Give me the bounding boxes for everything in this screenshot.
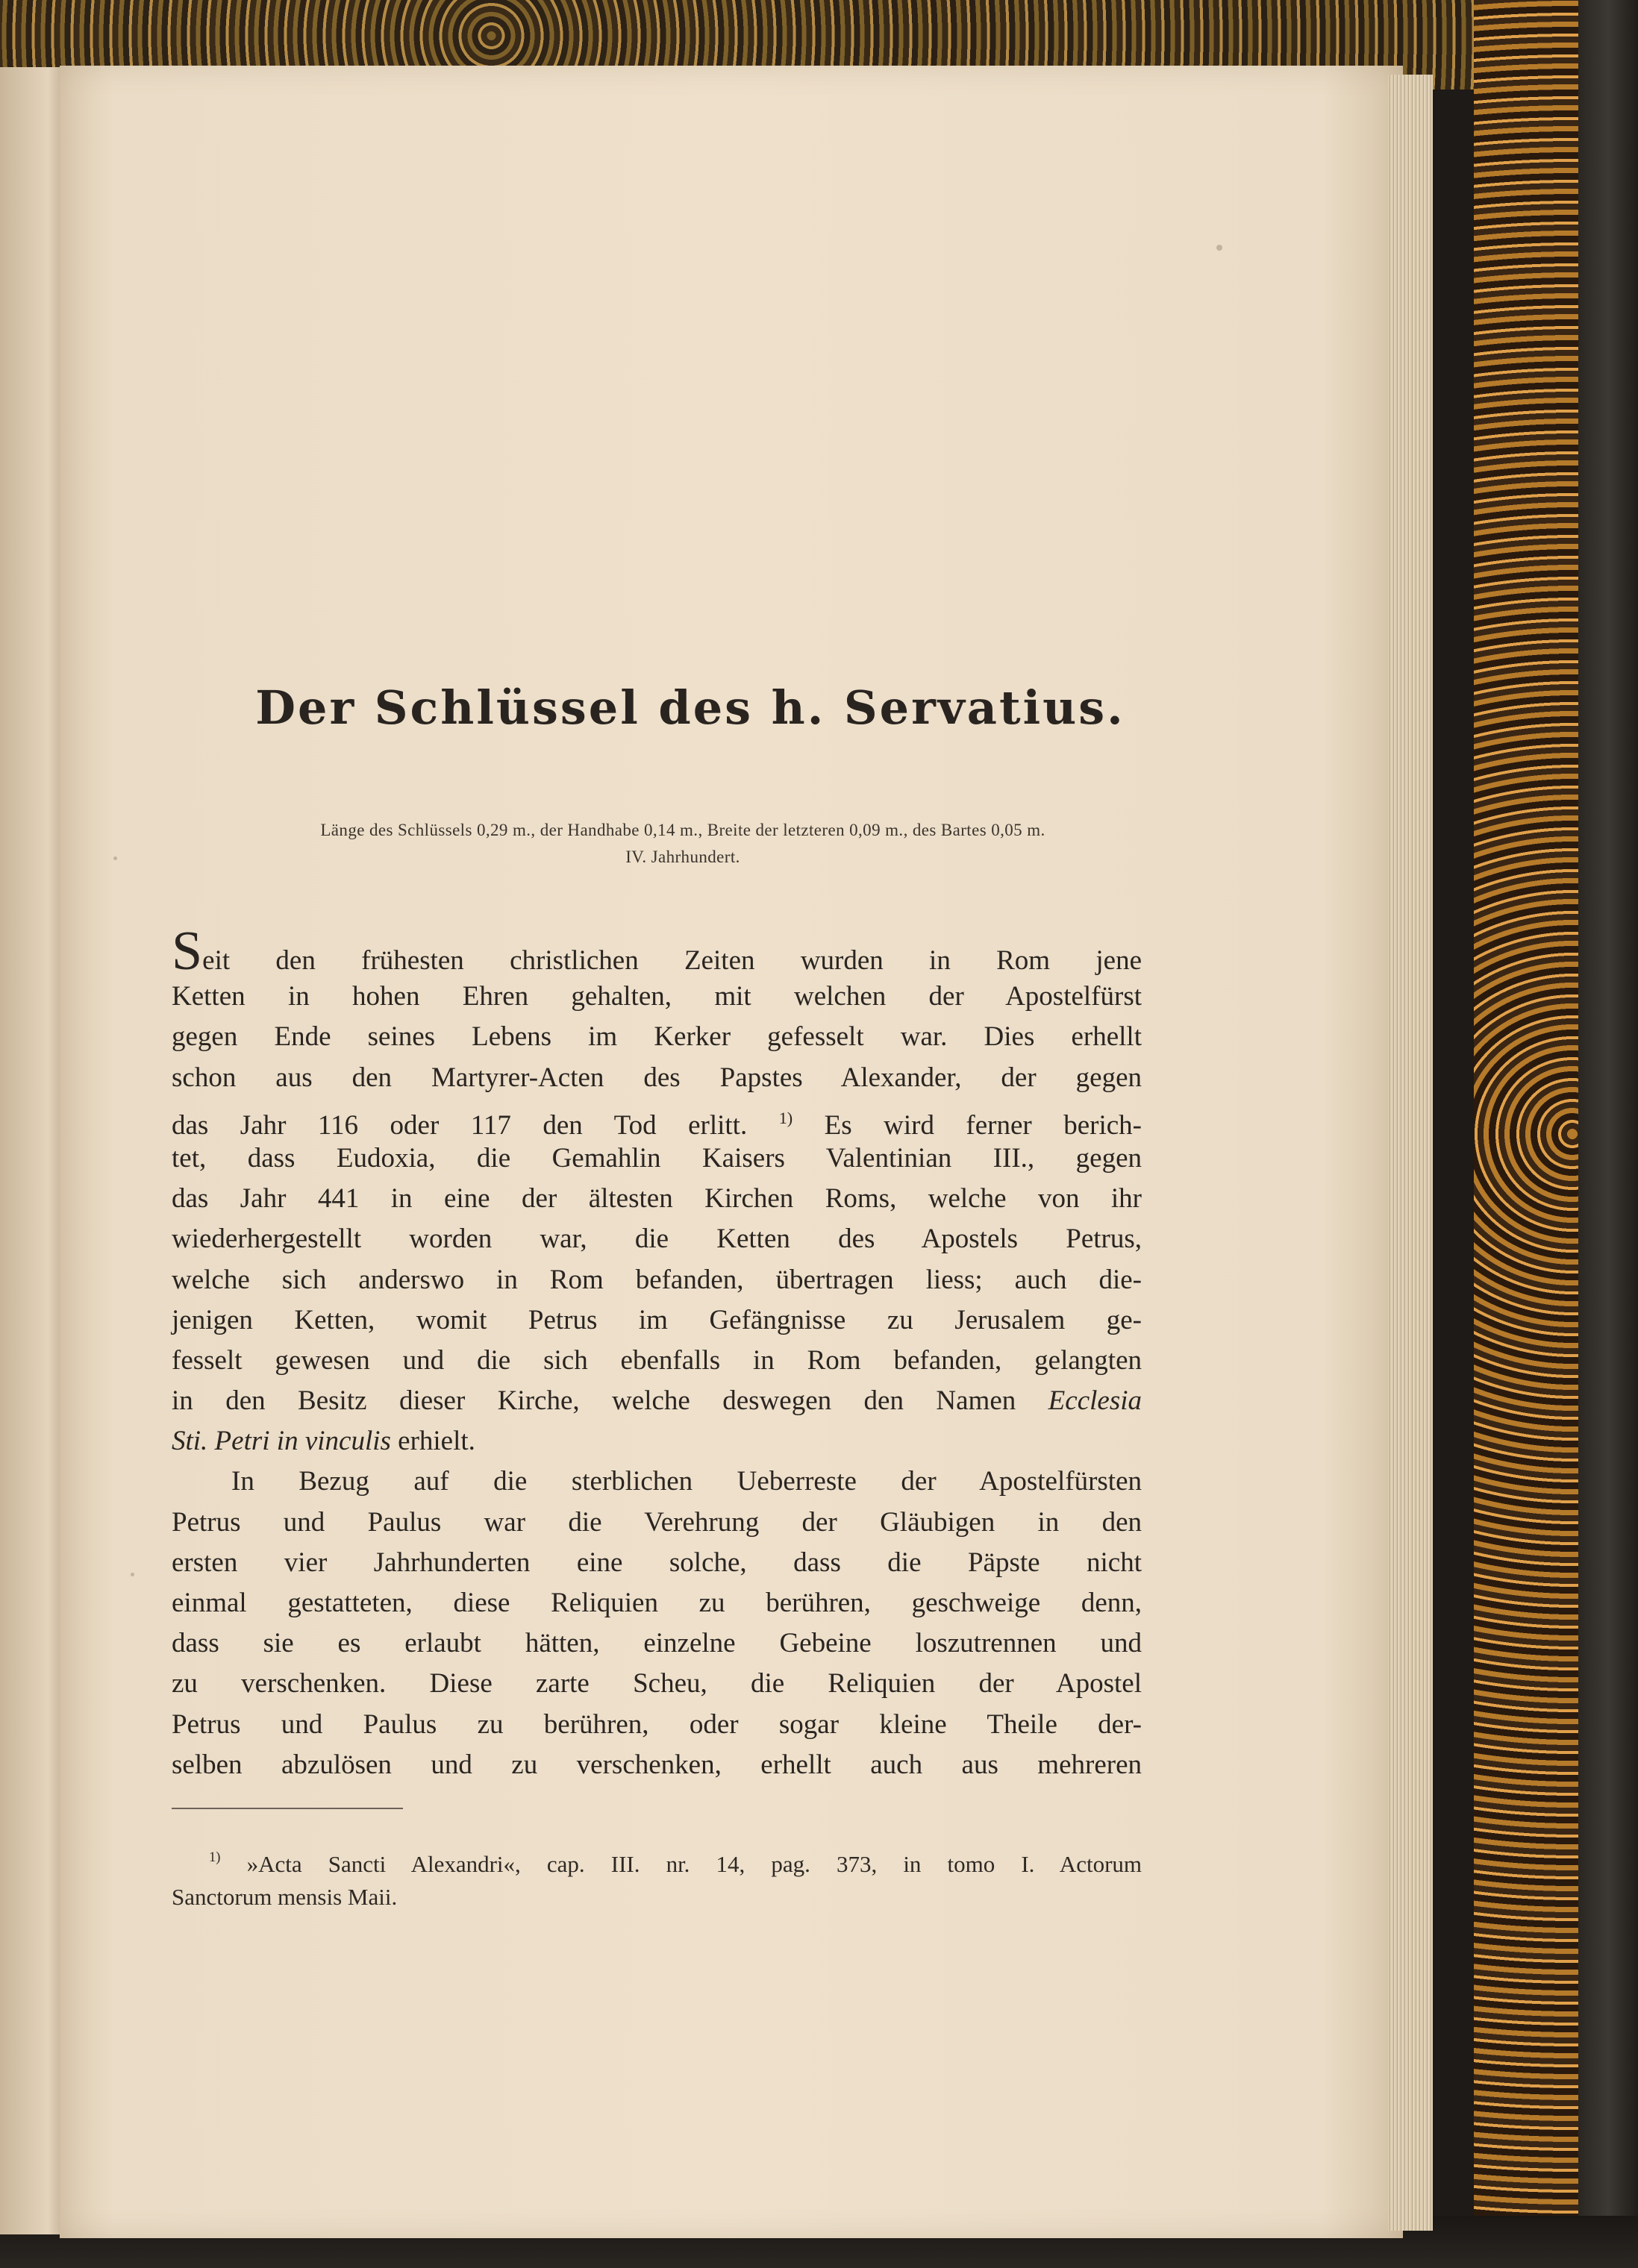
body-line — [172, 921, 1142, 982]
body-line: In Bezug auf die sterblichen Ueberreste der Apostelfürsten — [231, 1466, 1142, 1497]
body-line-text: erhielt. — [398, 1426, 475, 1457]
page-stack — [1388, 75, 1433, 2231]
body-line: das Jahr 441 in eine der ältesten Kirchen Roms, welche von ihr — [172, 1183, 1142, 1215]
body-line: selben abzulösen und zu verschenken, erhellt auch aus mehreren — [172, 1749, 1142, 1780]
paper-spot — [131, 1573, 134, 1576]
footnote-line: Sanctorum mensis Maii. — [172, 1884, 398, 1910]
latin-term: Ecclesia — [1048, 1385, 1142, 1417]
body-line: Petrus und Paulus zu berühren, oder sogar kleine Theile der- — [172, 1708, 1142, 1740]
body-line — [172, 1098, 1142, 1141]
body-line: einmal gestatteten, diese Reliquien zu berühren, geschweige denn, — [172, 1588, 1142, 1618]
body-line-text: Es wird ferner berich- — [824, 1109, 1142, 1141]
latin-term: Sti. Petri in vinculis — [172, 1426, 391, 1457]
footnote-divider — [172, 1808, 403, 1809]
body-line: schon aus den Martyrer-Acten des Papstes Alexander, der gegen — [172, 1062, 1142, 1093]
caption-line: IV. Jahrhundert. — [625, 848, 740, 866]
paper-spot — [1216, 245, 1222, 251]
body-line — [172, 1381, 1142, 1421]
paper-spot — [113, 856, 117, 860]
footnote-text: »Acta Sancti Alexandri«, cap. III. nr. 14, pag. 373, in tomo I. Actorum — [246, 1851, 1142, 1877]
body-line: dass sie es erlaubt hätten, einzelne Gebeine loszutrennen und — [172, 1628, 1142, 1659]
body-line — [172, 1421, 1142, 1462]
footnote-mark: 1) — [209, 1849, 221, 1865]
footnote-line — [172, 1841, 1142, 1881]
body-text — [172, 921, 1142, 1785]
drop-cap: S — [172, 921, 203, 982]
body-line: tet, dass Eudoxia, die Gemahlin Kaisers Valentinian III., gegen — [172, 1142, 1142, 1174]
body-line-text: eit den frühesten christlichen Zeiten wurden in Rom jene — [202, 945, 1142, 976]
footnote-ref: 1) — [778, 1108, 793, 1127]
body-line: ersten vier Jahrhunderten eine solche, dass die Päpste nicht — [172, 1547, 1142, 1578]
footnotes — [172, 1841, 1142, 1914]
body-line: jenigen Ketten, womit Petrus im Gefängnisse zu Jerusalem ge- — [172, 1304, 1142, 1335]
body-line: fesselt gewesen und die sich ebenfalls in Rom befanden, gelangten — [172, 1344, 1142, 1376]
figure-caption — [172, 817, 1194, 871]
body-line: Ketten in hohen Ehren gehalten, mit welchen der Apostelfürst — [172, 981, 1142, 1012]
body-line: wiederhergestellt worden war, die Ketten des Apostels Petrus, — [172, 1224, 1142, 1255]
body-line: gegen Ende seines Lebens im Kerker gefesselt war. Dies erhellt — [172, 1021, 1142, 1053]
body-line: Petrus und Paulus war die Verehrung der Gläubigen in den — [172, 1506, 1142, 1538]
body-line: zu verschenken. Diese zarte Scheu, die Reliquien der Apostel — [172, 1668, 1142, 1700]
body-line-text: das Jahr 116 oder 117 den Tod erlitt. — [172, 1109, 748, 1141]
body-line-text: in den Besitz dieser Kirche, welche deswegen den Namen — [172, 1385, 1016, 1417]
body-line: welche sich anderswo in Rom befanden, übertragen liess; auch die- — [172, 1264, 1142, 1295]
caption-line: Länge des Schlüssels 0,29 m., der Handhabe 0,14 m., Breite der letzteren 0,09 m., des Bartes 0,05 m. — [320, 821, 1045, 839]
book-cover-edge — [1578, 0, 1638, 2268]
left-page-edge — [0, 67, 69, 2234]
page-heading: Der Schlüssel des h. Servatius. — [255, 680, 1125, 735]
